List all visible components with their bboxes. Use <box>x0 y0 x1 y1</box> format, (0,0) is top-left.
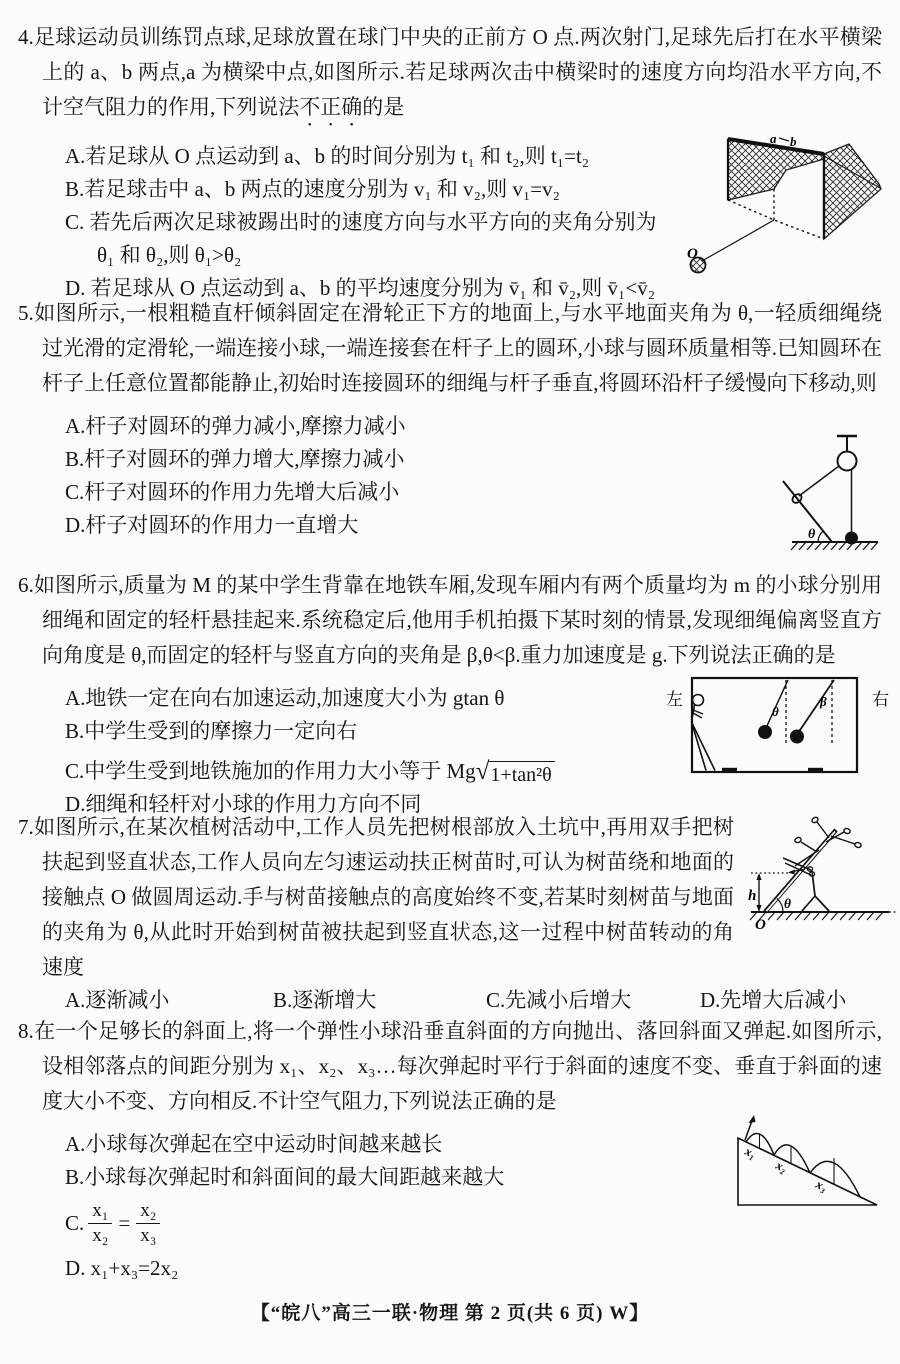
q5-figure-pulley-rod <box>756 420 898 576</box>
label-a: a <box>770 131 777 146</box>
option-a: A.杆子对圆环的弹力减小,摩擦力减小 <box>65 414 406 438</box>
option-b: B.杆子对圆环的弹力增大,摩擦力减小 <box>65 447 405 471</box>
launch-arrow-head <box>749 1115 756 1123</box>
question-4-body: 足球运动员训练罚点球,足球放置在球门中央的正前方 O 点.两次射门,足球先后打在水平横梁上的 a、b 两点,a 为横梁中点,如图所示.若足球两次击中横梁时的速度方向均沿水平方向,不计空气阻力的作用,下列说法 <box>33 25 882 119</box>
question-6-body: 如图所示,质量为 M 的某中学生背靠在地铁车厢,发现车厢内有两个质量均为 m 的小球分别用细绳和固定的轻杆悬挂起来.系统稳定后,他用手机拍摄下某时刻的情景,发现细绳偏离竖直方向角度是 θ,而固定的轻杆与竖直方向的夹角是 β,θ<β.重力加速度是 g.下列说法正确的是 <box>33 573 882 667</box>
push-arrow-head <box>788 870 795 875</box>
option-d: D. x₁+x₃=2x₂ <box>65 1256 179 1280</box>
option-c-line2: θ₁ 和 θ₂,则 θ₁>θ₂ <box>97 243 242 267</box>
tree-branches-leaves <box>794 816 862 866</box>
question-7-number: 7. <box>18 815 34 839</box>
ground-hatching <box>750 912 883 920</box>
floor-mark-left <box>722 768 737 773</box>
question-7-text <box>18 810 734 985</box>
angle-theta-arc <box>818 531 823 542</box>
label-left: 左 <box>666 690 683 709</box>
string-ball <box>758 725 772 739</box>
h-arrow-bottom <box>756 905 761 912</box>
option-c-text: C.中学生受到地铁施加的作用力大小等于 Mg <box>65 759 476 783</box>
fraction-numerator: x₁ <box>88 1200 112 1224</box>
q7-figure-tree-planting <box>743 812 900 942</box>
option-d: D.杆子对圆环的作用力一直增大 <box>65 513 359 537</box>
goal-ground-dashed-line <box>728 200 824 239</box>
question-5-text <box>18 296 882 401</box>
radicand: 1+tan²θ <box>488 761 554 788</box>
question-5 <box>18 296 882 542</box>
question-8-number: 8. <box>18 1019 34 1043</box>
pendulum-rod <box>798 680 834 733</box>
ground-hatching <box>791 542 878 550</box>
rod-ball <box>790 730 804 744</box>
option-a: A.逐渐减小 <box>65 988 170 1012</box>
fraction-denominator: x₂ <box>92 1224 109 1246</box>
option-d: D.细绳和轻杆对小球的作用力方向不同 <box>65 792 422 816</box>
question-8-body: 在一个足够长的斜面上,将一个弹性小球沿垂直斜面的方向抛出、落回斜面又弹起.如图所示,设相邻落点的间距分别为 x₁、x₂、x₃…每次弹起时平行于斜面的速度不变、垂直于斜面的速度大小不变、方向相反.不计空气阻力,下列说法正确的是 <box>33 1019 882 1113</box>
option-c: C.杆子对圆环的作用力先增大后减小 <box>65 480 400 504</box>
h-arrow-top <box>756 873 761 880</box>
equals-sign: = <box>118 1210 131 1235</box>
option-a: A.若足球从 O 点运动到 a、b 的时间分别为 t₁ 和 t₂,则 t₁=t₂ <box>65 144 590 168</box>
label-theta: θ <box>808 527 816 542</box>
question-7 <box>18 810 734 985</box>
option-c-label: C. <box>65 1210 85 1235</box>
ball-trajectory-line <box>702 220 774 261</box>
label-o: O <box>687 246 698 262</box>
question-4-body-end: 的是 <box>362 95 405 119</box>
question-7-options <box>65 984 846 1014</box>
q4-figure-soccer-goal <box>686 112 893 288</box>
option-b: B.逐渐增大 <box>273 988 377 1012</box>
fraction-denominator: x₃ <box>140 1224 157 1246</box>
option-c-line1: C. 若先后两次足球被踢出时的速度方向与水平方向的夹角分别为 <box>65 210 657 234</box>
option-d: D.先增大后减小 <box>700 988 847 1012</box>
rope-to-ring <box>799 466 839 496</box>
option-b: B.中学生受到的摩擦力一定向右 <box>65 719 358 743</box>
label-theta: θ <box>772 704 779 719</box>
square-root-expression <box>475 758 555 788</box>
label-x3: x₃ <box>813 1177 830 1195</box>
question-8-text <box>18 1014 882 1119</box>
option-b: B.若足球击中 a、b 两点的速度分别为 v₁ 和 v₂,则 v₁=v₂ <box>65 177 560 201</box>
option-a: A.小球每次弹起在空中运动时间越来越长 <box>65 1132 443 1156</box>
question-4-number: 4. <box>18 25 34 49</box>
label-x1: x₁ <box>742 1144 759 1162</box>
question-4-emphasized-text: 不正确 <box>299 95 363 119</box>
q8-figure-incline-bounces <box>720 1106 897 1249</box>
label-o: O <box>755 917 766 933</box>
option-a: A.地铁一定在向右加速运动,加速度大小为 gtan θ <box>65 686 505 710</box>
fraction-numerator: x₂ <box>136 1200 160 1224</box>
inclined-plane-triangle <box>738 1138 877 1205</box>
q6-figure-subway-car <box>658 663 900 795</box>
label-x2: x₂ <box>773 1158 790 1176</box>
student-stick-figure <box>692 695 716 771</box>
label-theta: θ <box>784 896 792 911</box>
a-b-connector <box>779 138 789 141</box>
question-5-number: 5. <box>18 301 34 325</box>
question-4-options <box>65 140 725 305</box>
fraction-x1-x2 <box>88 1200 112 1247</box>
label-b: b <box>790 134 797 149</box>
radical-sign: √ <box>475 758 490 785</box>
page-footer: 【“皖八”高三一联·物理 第 2 页(共 6 页) W】 <box>250 1303 650 1324</box>
goal-net-right-panel <box>824 144 881 239</box>
option-b: B.小球每次弹起时和斜面间的最大间距越来越大 <box>65 1165 505 1189</box>
label-beta: β <box>820 694 827 709</box>
fraction-x2-x3 <box>136 1200 160 1247</box>
question-6-text <box>18 568 882 673</box>
floor-mark-right <box>808 768 823 773</box>
question-6-number: 6. <box>18 573 34 597</box>
bounce-arc-3 <box>810 1161 860 1197</box>
label-right: 右 <box>872 690 889 709</box>
pulley-wheel <box>838 452 857 471</box>
label-h: h <box>748 888 757 904</box>
option-d: D. 若足球从 O 点运动到 a、b 的平均速度分别为 v̄₁ 和 v̄₂,则 v̄₁<v̄₂ <box>65 276 656 300</box>
option-c: C.先减小后增大 <box>486 988 632 1012</box>
question-5-body: 如图所示,一根粗糙直杆倾斜固定在滑轮正下方的地面上,与水平地面夹角为 θ,一轻质细绳绕过光滑的定滑轮,一端连接小球,一端连接套在杆子上的圆环,小球与圆环质量相等.已知圆环在杆子上任意位置都能静止,初始时连接圆环的细绳与杆子垂直,将圆环沿杆子缓慢向下移动,则 <box>33 301 882 395</box>
question-7-body: 如图所示,在某次植树活动中,工作人员先把树根部放入土坑中,再用双手把树扶起到竖直状态,工作人员向左匀速运动扶正树苗时,可认为树苗绕和地面的接触点 O 做圆周运动.手与树苗接触点的高度始终不变,若某时刻树苗与地面的夹角为 θ,从此时开始到树苗被扶起到竖直状态,这一过程中树苗转动的角速度 <box>33 815 734 979</box>
